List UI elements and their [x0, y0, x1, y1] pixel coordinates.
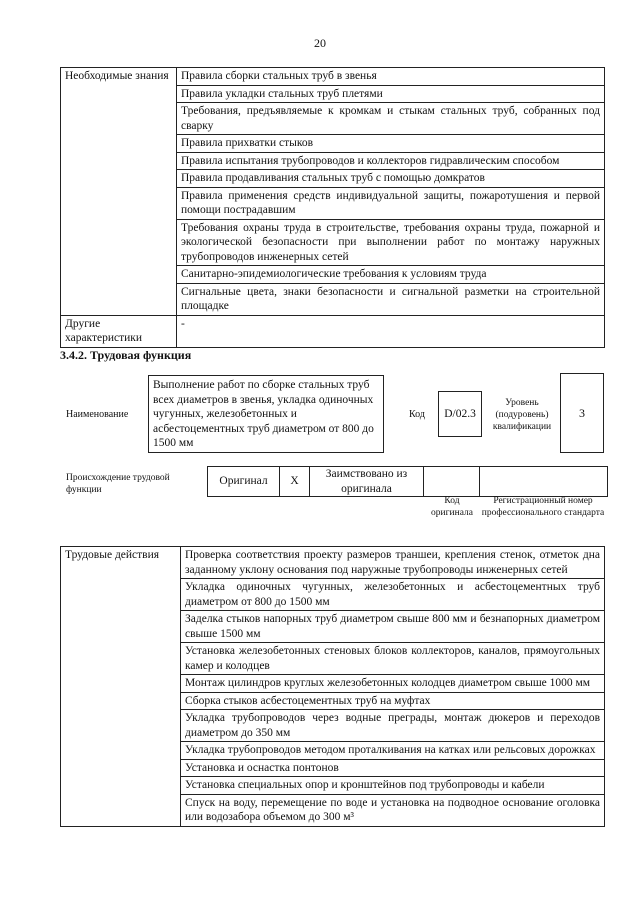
action-item: Укладка трубопроводов через водные преграды, монтаж дюкеров и переходов диаметром до 350 мм — [181, 710, 605, 742]
knowledge-item: Сигнальные цвета, знаки безопасности и сигнальной разметки на строительной площадке — [177, 283, 605, 315]
knowledge-item: Правила испытания трубопроводов и коллекторов гидравлическим способом — [177, 152, 605, 170]
qualification-level: 3 — [560, 373, 604, 453]
knowledge-item: Правила укладки стальных труб плетями — [177, 85, 605, 103]
page-number: 20 — [314, 36, 326, 50]
action-item: Установка специальных опор и кронштейнов под трубопроводы и кабели — [181, 777, 605, 795]
function-code: D/02.3 — [438, 391, 482, 437]
function-name: Выполнение работ по сборке стальных труб всех диаметров в звенья, укладка одиночных чугунных, железобетонных и асбестоцементных труб диаметром от 800 до 1500 мм — [148, 375, 384, 453]
origin-reg-cell — [480, 467, 608, 497]
knowledge-item: Требования, предъявляемые к кромкам и стыкам стальных труб, собранных под сварку — [177, 103, 605, 135]
other-value: - — [177, 315, 605, 347]
section-heading: 3.4.2. Трудовая функция — [60, 348, 192, 362]
action-item: Заделка стыков напорных труб диаметром свыше 800 мм и безнапорных диаметром свыше 1500 мм — [181, 611, 605, 643]
action-item: Укладка трубопроводов методом проталкивания на катках или рельсовых дорожках — [181, 742, 605, 760]
origin-table — [207, 466, 608, 497]
origin-code-caption: Код оригинала — [431, 496, 473, 518]
origin-reg-caption: Регистрационный номер профессионального стандарта — [481, 496, 605, 518]
action-item: Монтаж цилиндров круглых железобетонных колодцев диаметром свыше 1000 мм — [181, 675, 605, 693]
actions-label: Трудовые действия — [61, 547, 181, 827]
action-item: Сборка стыков асбестоцементных труб на муфтах — [181, 692, 605, 710]
other-label: Другие характеристики — [61, 315, 177, 347]
action-item: Проверка соответствия проекту размеров траншеи, крепления стенок, отметок дна заданному уклону основания под наружные трубопроводы инженерных сетей — [181, 547, 605, 579]
knowledge-item: Санитарно-эпидемиологические требования к условиям труда — [177, 266, 605, 284]
knowledge-label: Необходимые знания — [61, 68, 177, 316]
name-label: Наименование — [66, 409, 129, 420]
action-item: Укладка одиночных чугунных, железобетонных и асбестоцементных труб диаметром от 800 до 1500 мм — [181, 579, 605, 611]
origin-original: Оригинал — [208, 467, 280, 497]
knowledge-item: Правила продавливания стальных труб с помощью домкратов — [177, 170, 605, 188]
level-label: Уровень (подуровень) квалификации — [492, 398, 552, 432]
origin-borrowed: Заимствовано из оригинала — [310, 467, 424, 497]
knowledge-item: Правила прихватки стыков — [177, 135, 605, 153]
origin-mark: X — [280, 467, 310, 497]
knowledge-item: Правила сборки стальных труб в звенья — [177, 68, 605, 86]
code-label: Код — [409, 409, 425, 420]
actions-table — [60, 546, 605, 827]
knowledge-item: Правила применения средств индивидуальной защиты, пожаротушения и первой помощи пострадавшим — [177, 187, 605, 219]
knowledge-table — [60, 67, 605, 348]
knowledge-item: Требования охраны труда в строительстве, требования охраны труда, пожарной и экологической безопасности при выполнении работ по монтажу наружных трубопроводов инженерных сетей — [177, 219, 605, 266]
action-item: Установка железобетонных стеновых блоков коллекторов, каналов, прямоугольных камер и колодцев — [181, 643, 605, 675]
action-item: Спуск на воду, перемещение по воде и установка на подводное основание оголовка или водозабора объемом до 300 м³ — [181, 794, 605, 826]
action-item: Установка и оснастка понтонов — [181, 759, 605, 777]
origin-label: Происхождение трудовой функции — [66, 473, 170, 495]
origin-code-cell — [424, 467, 480, 497]
